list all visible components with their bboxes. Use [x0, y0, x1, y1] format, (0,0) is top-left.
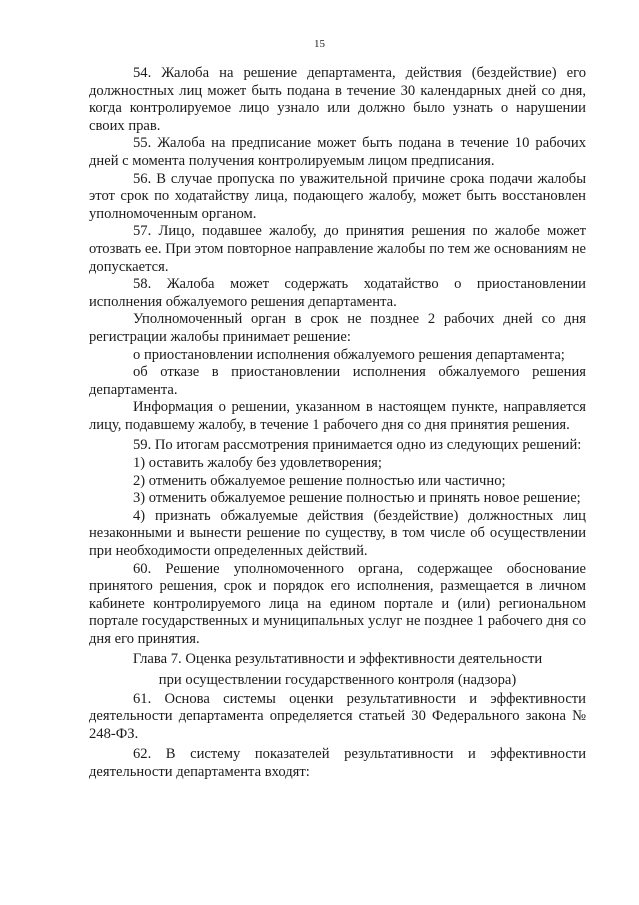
paragraph-59: 59. По итогам рассмотрения принимается одно из следующих решений: [133, 437, 582, 454]
paragraph-56: 56. В случае пропуска по уважительной причине срока подачи жалобы этот срок по ходатайству лица, подающего жалобу, может быть восстановлен уполномоченным органом. [89, 170, 586, 222]
chapter-heading-line-1: Глава 7. Оценка результативности и эффективности деятельности [132, 650, 543, 667]
paragraph-59-item-3: 3) отменить обжалуемое решение полностью и принять новое решение; [133, 490, 581, 507]
paragraph-59-item-1: 1) оставить жалобу без удовлетворения; [133, 455, 382, 472]
paragraph-62: 62. В систему показателей результативности и эффективности деятельности департамента входят: [89, 746, 586, 780]
paragraph-59-item-4: 4) признать обжалуемые действия (бездействие) должностных лиц незаконными и вынести решение по существу, в том числе об осуществлении при необходимости определенных действий. [89, 507, 586, 560]
paragraph-54: 54. Жалоба на решение департамента, действия (бездействие) его должностных лиц может быть подана в течение 30 календарных дней со дня, когда контролируемое лицо узнало или должно было узнать о нарушении своих прав. [89, 65, 586, 134]
document-body [89, 65, 586, 782]
page-number: 15 [314, 38, 325, 50]
chapter-heading [89, 649, 586, 691]
paragraph-58-option-refuse: об отказе в приостановлении исполнения обжалуемого решения департамента. [89, 364, 586, 398]
paragraph-61: 61. Основа системы оценки результативности и эффективности деятельности департамента определяется статьей 30 Федерального закона № 248-ФЗ. [89, 690, 586, 742]
paragraph-58-info: Информация о решении, указанном в настоящем пункте, направляется лицу, подавшему жалобу, в течение 1 рабочего дня со дня принятия решения. [89, 399, 586, 433]
chapter-heading-line-2: при осуществлении государственного контроля (надзора) [158, 671, 517, 688]
paragraph-58-decision: Уполномоченный орган в срок не позднее 2 рабочих дней со дня регистрации жалобы принимает решение: [89, 311, 586, 345]
paragraph-57: 57. Лицо, подавшее жалобу, до принятия решения по жалобе может отозвать ее. При этом повторное направление жалобы по тем же основаниям не допускается. [89, 223, 586, 275]
paragraph-59-item-2: 2) отменить обжалуемое решение полностью или частично; [133, 472, 506, 489]
paragraph-55: 55. Жалоба на предписание может быть подана в течение 10 рабочих дней с момента получения контролируемым лицом предписания. [89, 135, 586, 169]
paragraph-58: 58. Жалоба может содержать ходатайство о приостановлении исполнения обжалуемого решения департамента. [89, 276, 586, 310]
paragraph-60: 60. Решение уполномоченного органа, содержащее обоснование принятого решения, срок и порядок его исполнения, размещается в личном кабинете контролируемого лица на едином портале и (или) региональном портале государственных и муниципальных услуг не позднее 1 рабочего дня со дня его принятия. [89, 560, 586, 647]
paragraph-58-option-suspend: о приостановлении исполнения обжалуемого решения департамента; [133, 346, 565, 363]
